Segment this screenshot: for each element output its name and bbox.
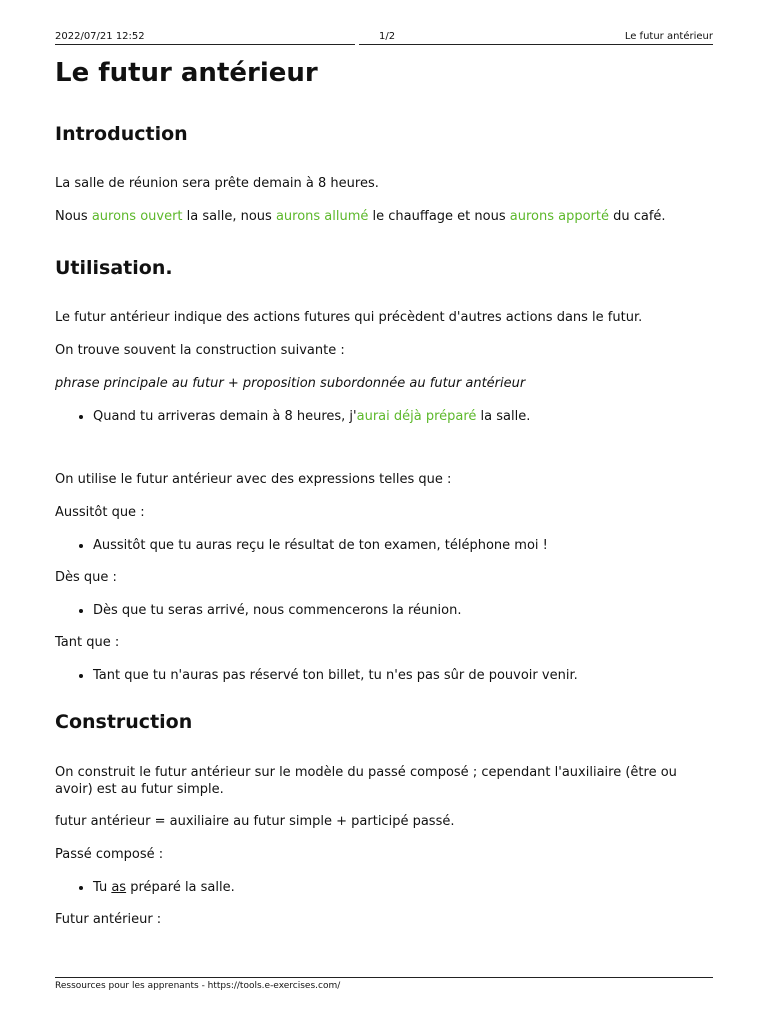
text: la salle. bbox=[476, 409, 531, 424]
heading-introduction: Introduction bbox=[55, 123, 188, 145]
underlined-auxiliary: as bbox=[111, 880, 127, 895]
page-title: Le futur antérieur bbox=[55, 58, 318, 88]
list-item: • Dès que tu seras arrivé, nous commencerons la réunion. bbox=[93, 602, 715, 619]
text: la salle, nous bbox=[182, 209, 276, 224]
expression-des-que-list bbox=[55, 602, 715, 619]
list-item bbox=[93, 408, 715, 425]
footer-text: Ressources pour les apprenants - https://tools.e-exercises.com/ bbox=[55, 981, 341, 991]
expression-aussitot-list bbox=[55, 537, 715, 554]
heading-utilisation: Utilisation. bbox=[55, 257, 173, 279]
utilisation-paragraph-3: On utilise le futur antérieur avec des expressions telles que : bbox=[55, 472, 452, 487]
expression-tant-que-list bbox=[55, 667, 715, 684]
construction-formula: phrase principale au futur + proposition subordonnée au futur antérieur bbox=[55, 376, 526, 391]
page-header bbox=[55, 31, 713, 45]
list-item: • Aussitôt que tu auras reçu le résultat de ton examen, téléphone moi ! bbox=[93, 537, 715, 554]
document-body bbox=[55, 56, 715, 928]
intro-paragraph-2 bbox=[55, 208, 715, 225]
list-item bbox=[93, 879, 715, 896]
construction-paragraph-2: futur antérieur = auxiliaire au futur simple + participé passé. bbox=[55, 814, 455, 829]
passe-compose-label: Passé composé : bbox=[55, 847, 164, 862]
highlight-aurons-apporte: aurons apporté bbox=[509, 209, 609, 224]
header-datetime: 2022/07/21 12:52 bbox=[55, 31, 145, 42]
highlight-aurons-allume: aurons allumé bbox=[275, 209, 369, 224]
list-item: • Tant que tu n'auras pas réservé ton billet, tu n'es pas sûr de pouvoir venir. bbox=[93, 667, 715, 684]
expression-aussitot-label: Aussitôt que : bbox=[55, 505, 145, 520]
header-rule-right bbox=[359, 44, 713, 45]
construction-paragraph-1: On construit le futur antérieur sur le modèle du passé composé ; cependant l'auxiliaire (être ou avoir) est au futur simple. bbox=[55, 765, 677, 797]
header-page-number: 1/2 bbox=[379, 31, 396, 42]
highlight-aurons-ouvert: aurons ouvert bbox=[91, 209, 183, 224]
page-footer bbox=[55, 977, 713, 991]
expression-tant-que-label: Tant que : bbox=[55, 635, 120, 650]
text: le chauffage et nous bbox=[368, 209, 510, 224]
intro-paragraph-1: La salle de réunion sera prête demain à 8 heures. bbox=[55, 176, 379, 191]
utilisation-paragraph-1: Le futur antérieur indique des actions futures qui précèdent d'autres actions dans le futur. bbox=[55, 310, 643, 325]
expression-des-que-label: Dès que : bbox=[55, 570, 117, 585]
text: préparé la salle. bbox=[126, 880, 235, 895]
highlight-aurai-deja-prepare: aurai déjà préparé bbox=[356, 409, 477, 424]
futur-anterieur-label: Futur antérieur : bbox=[55, 912, 162, 927]
text: Quand tu arriveras demain à 8 heures, j' bbox=[93, 409, 357, 424]
header-rule-left bbox=[55, 44, 355, 45]
utilisation-paragraph-2: On trouve souvent la construction suivante : bbox=[55, 343, 345, 358]
passe-compose-list bbox=[55, 879, 715, 896]
text: Tu bbox=[93, 880, 112, 895]
heading-construction: Construction bbox=[55, 711, 193, 733]
text: Nous bbox=[55, 209, 92, 224]
text: du café. bbox=[608, 209, 666, 224]
example-list bbox=[55, 408, 715, 425]
header-doc-title: Le futur antérieur bbox=[624, 31, 713, 42]
